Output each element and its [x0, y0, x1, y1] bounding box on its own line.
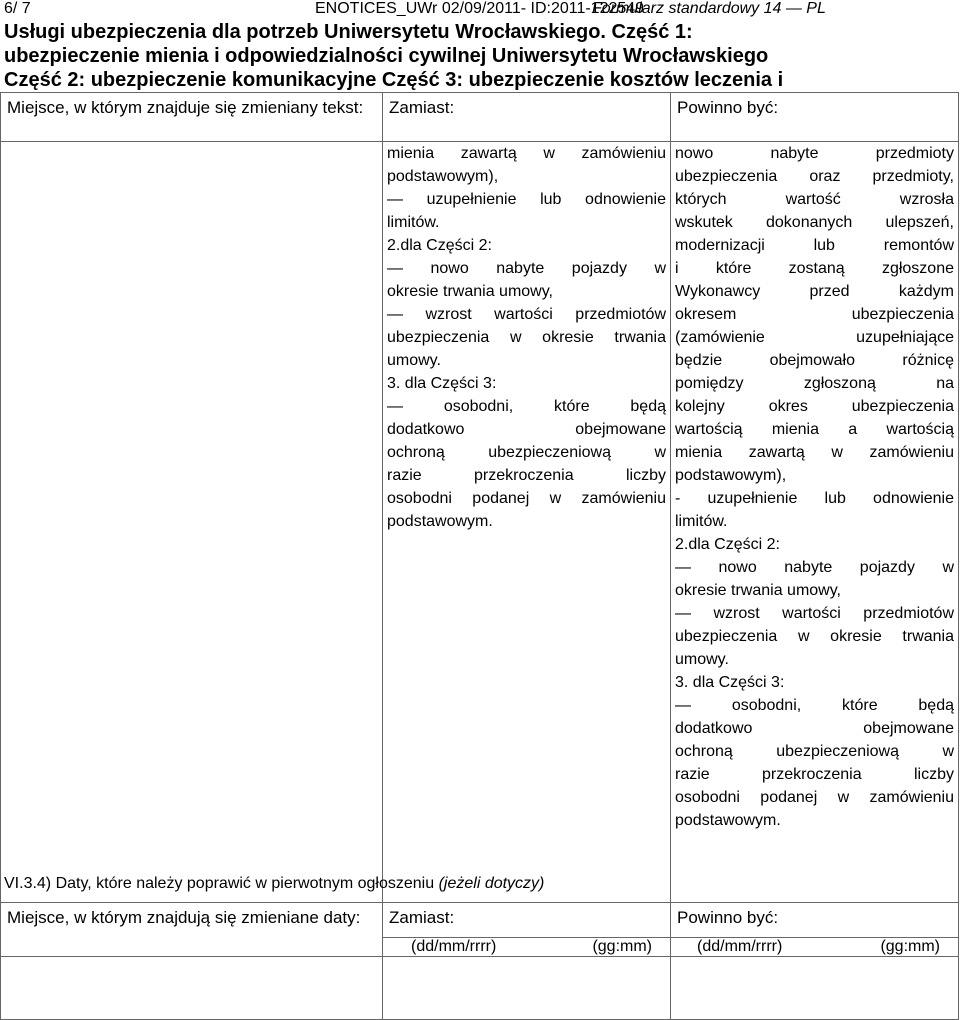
text-line: będzie obejmowało różnicę: [675, 352, 954, 369]
text-line: razie przekroczenia liczby: [387, 467, 666, 484]
text-line: modernizacji lub remontów: [675, 237, 954, 254]
text-line: umowy.: [675, 651, 729, 668]
text-line: razie przekroczenia liczby: [675, 766, 954, 783]
text-line: pomiędzy zgłoszoną na: [675, 375, 954, 392]
text-line: — wzrost wartości przedmiotów: [675, 605, 954, 622]
text-line: - uzupełnienie lub odnowienie: [675, 490, 954, 507]
header-dates-location: Miejsce, w którym znajdują się zmieniane daty:: [1, 903, 383, 957]
page-number: 6/ 7: [4, 0, 31, 17]
dates-should-be-format: [671, 938, 959, 957]
text-line: okresie trwania umowy,: [675, 582, 841, 599]
time-format-label: (gg:mm): [592, 938, 652, 955]
text-line: osobodni podanej w zamówieniu: [387, 490, 666, 507]
text-line: limitów.: [387, 214, 440, 231]
title-line: Usługi ubezpieczenia dla potrzeb Uniwersytetu Wrocławskiego. Część 1:: [4, 21, 693, 43]
text-line: których wartość wzrosła: [675, 191, 954, 208]
text-line: wskutek dokonanych ulepszeń,: [675, 214, 954, 231]
text-line: wartością mienia a wartością: [675, 421, 954, 438]
date-format-label: (dd/mm/rrrr): [411, 938, 497, 955]
text-line: ubezpieczenia w okresie trwania: [675, 628, 954, 645]
text-line: dodatkowo obejmowane: [675, 720, 954, 737]
form-name: Formularz standardowy 14 — PL: [592, 0, 826, 17]
section-note: (jeżeli dotyczy): [438, 875, 545, 892]
text-line: umowy.: [387, 352, 441, 369]
page-header: [0, 0, 960, 20]
title-line: ubezpieczenie mienia i odpowiedzialności cywilnej Uniwersytetu Wrocławskiego: [4, 45, 769, 67]
header-dates-should-be: Powinno być:: [671, 903, 959, 938]
section-vi34-title: [4, 875, 544, 893]
dates-location-value: [1, 957, 383, 1020]
instead-cell: [383, 142, 671, 943]
text-line: podstawowym.: [675, 812, 781, 829]
text-line: — osobodni, które będą: [387, 398, 666, 415]
text-line: okresie trwania umowy,: [387, 283, 553, 300]
text-line: 2.dla Części 2:: [675, 536, 780, 553]
text-line: mienia zawartą w zamówieniu: [675, 444, 954, 461]
section-label: VI.3.4) Daty, które należy poprawić w pierwotnym ogłoszeniu: [4, 875, 435, 892]
header-instead: Zamiast:: [383, 93, 671, 142]
changes-table: [0, 92, 959, 943]
text-line: i które zostaną zgłoszone: [675, 260, 954, 277]
header-location: Miejsce, w którym znajduje się zmieniany tekst:: [1, 93, 383, 142]
header-dates-instead: Zamiast:: [383, 903, 671, 938]
dates-should-be-value: [671, 957, 959, 1020]
text-line: — nowo nabyte pojazdy w: [387, 260, 666, 277]
document-title: [4, 20, 954, 92]
should-be-cell: [671, 142, 959, 943]
location-cell: [1, 142, 383, 943]
text-line: 3. dla Części 3:: [387, 375, 497, 392]
should-be-text: [671, 142, 958, 832]
text-line: limitów.: [675, 513, 728, 530]
time-format-label: (gg:mm): [880, 938, 940, 955]
dates-instead-format: [383, 938, 671, 957]
date-format-label: (dd/mm/rrrr): [697, 938, 783, 955]
text-line: mienia zawartą w zamówieniu: [387, 145, 666, 162]
text-line: podstawowym),: [387, 168, 499, 185]
text-line: — uzupełnienie lub odnowienie: [387, 191, 666, 208]
text-line: podstawowym),: [675, 467, 787, 484]
text-line: osobodni podanej w zamówieniu: [675, 789, 954, 806]
dates-instead-value: [383, 957, 671, 1020]
text-line: ubezpieczenia oraz przedmioty,: [675, 168, 954, 185]
text-line: — wzrost wartości przedmiotów: [387, 306, 666, 323]
text-line: okresem ubezpieczenia: [675, 306, 954, 323]
text-line: podstawowym.: [387, 513, 493, 530]
text-line: ubezpieczenia w okresie trwania: [387, 329, 666, 346]
notice-id: ENOTICES_UWr 02/09/2011- ID:2011-122549: [315, 0, 645, 17]
text-line: 3. dla Części 3:: [675, 674, 785, 691]
text-line: — nowo nabyte pojazdy w: [675, 559, 954, 576]
dates-table: [0, 902, 959, 1020]
text-line: ochroną ubezpieczeniową w: [387, 444, 666, 461]
text-line: kolejny okres ubezpieczenia: [675, 398, 954, 415]
text-line: ochroną ubezpieczeniową w: [675, 743, 954, 760]
text-line: 2.dla Części 2:: [387, 237, 492, 254]
text-line: dodatkowo obejmowane: [387, 421, 666, 438]
header-should-be: Powinno być:: [671, 93, 959, 142]
text-line: nowo nabyte przedmioty: [675, 145, 954, 162]
text-line: Wykonawcy przed każdym: [675, 283, 954, 300]
instead-text: [383, 142, 670, 533]
title-line: Część 2: ubezpieczenie komunikacyjne Część 3: ubezpieczenie kosztów leczenia i: [4, 69, 784, 91]
text-line: (zamówienie uzupełniające: [675, 329, 954, 346]
text-line: — osobodni, które będą: [675, 697, 954, 714]
